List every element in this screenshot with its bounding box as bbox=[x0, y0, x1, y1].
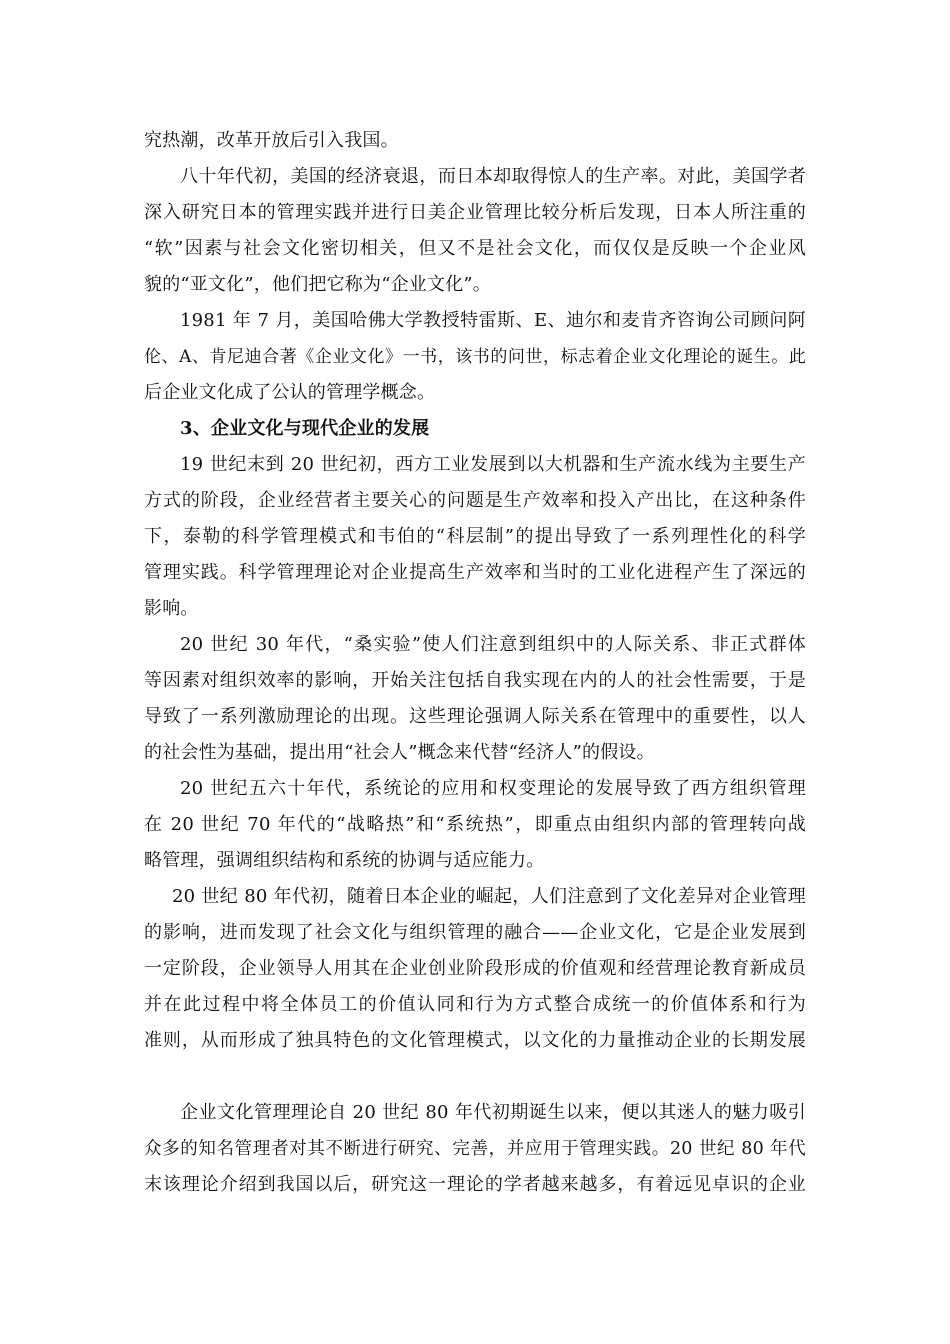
text-line: 20 世纪五六十年代，系统论的应用和权变理论的发展导致了西方组织管理 bbox=[180, 778, 806, 799]
text-line: 深入研究日本的管理实践并进行日美企业管理比较分析后发现，日本人所注重的 bbox=[144, 202, 806, 223]
text-line: “软”因素与社会文化密切相关，但又不是社会文化，而仅仅是反映一个企业风 bbox=[144, 238, 806, 259]
text-line: 后企业文化成了公认的管理学概念。 bbox=[144, 382, 436, 403]
text-line: 略管理，强调组织结构和系统的协调与适应能力。 bbox=[144, 850, 545, 871]
text-line: 并在此过程中将全体员工的价值认同和行为方式整合成统一的价值体系和行为 bbox=[144, 994, 806, 1015]
text-line: 影响。 bbox=[144, 598, 199, 619]
text-line: 20 世纪 80 年代初，随着日本企业的崛起，人们注意到了文化差异对企业管理 bbox=[172, 886, 806, 907]
text-line: 在 20 世纪 70 年代的“战略热”和“系统热”，即重点由组织内部的管理转向战 bbox=[144, 814, 806, 835]
text-line: 的社会性为基础，提出用“社会人”概念来代替“经济人”的假设。 bbox=[144, 742, 655, 763]
text-line: 准则，从而形成了独具特色的文化管理模式，以文化的力量推动企业的长期发展 bbox=[144, 1030, 806, 1051]
text-line: 方式的阶段，企业经营者主要关心的问题是生产效率和投入产出比，在这种条件 bbox=[144, 490, 806, 511]
text-line: 企业文化管理理论自 20 世纪 80 年代初期诞生以来，便以其迷人的魅力吸引 bbox=[180, 1102, 806, 1123]
text-line: 末该理论介绍到我国以后，研究这一理论的学者越来越多，有着远见卓识的企业 bbox=[144, 1174, 806, 1195]
text-line: 众多的知名管理者对其不断进行研究、完善，并应用于管理实践。20 世纪 80 年代 bbox=[144, 1139, 806, 1159]
text-line: 19 世纪末到 20 世纪初，西方工业发展到以大机器和生产流水线为主要生产 bbox=[180, 454, 806, 475]
text-line: 究热潮，改革开放后引入我国。 bbox=[144, 130, 399, 151]
text-line: 一定阶段，企业领导人用其在企业创业阶段形成的价值观和经营理论教育新成员 bbox=[144, 958, 806, 979]
text-line: 管理实践。科学管理理论对企业提高生产效率和当时的工业化进程产生了深远的 bbox=[144, 562, 806, 583]
text-line: 貌的“亚文化”，他们把它称为“企业文化”。 bbox=[144, 274, 492, 295]
text-line: 20 世纪 30 年代，“桑实验”使人们注意到组织中的人际关系、非正式群体 bbox=[180, 634, 806, 655]
text-line: 八十年代初，美国的经济衰退，而日本却取得惊人的生产率。对此，美国学者 bbox=[180, 166, 806, 187]
text-line: 1981 年 7 月，美国哈佛大学教授特雷斯、E、迪尔和麦肯齐咨询公司顾问阿 bbox=[180, 310, 806, 331]
text-line: 伦、A、肯尼迪合著《企业文化》一书，该书的问世，标志着企业文化理论的诞生。此 bbox=[144, 347, 806, 367]
text-line: 的影响，进而发现了社会文化与组织管理的融合——企业文化，它是企业发展到 bbox=[144, 922, 806, 943]
text-line: 导致了一系列激励理论的出现。这些理论强调人际关系在管理中的重要性，以人 bbox=[144, 706, 806, 727]
text-line: 等因素对组织效率的影响，开始关注包括自我实现在内的人的社会性需要，于是 bbox=[144, 670, 806, 691]
section-heading: 3、企业文化与现代企业的发展 bbox=[180, 418, 430, 439]
text-line: 下，泰勒的科学管理模式和韦伯的“科层制”的提出导致了一系列理性化的科学 bbox=[144, 526, 806, 547]
